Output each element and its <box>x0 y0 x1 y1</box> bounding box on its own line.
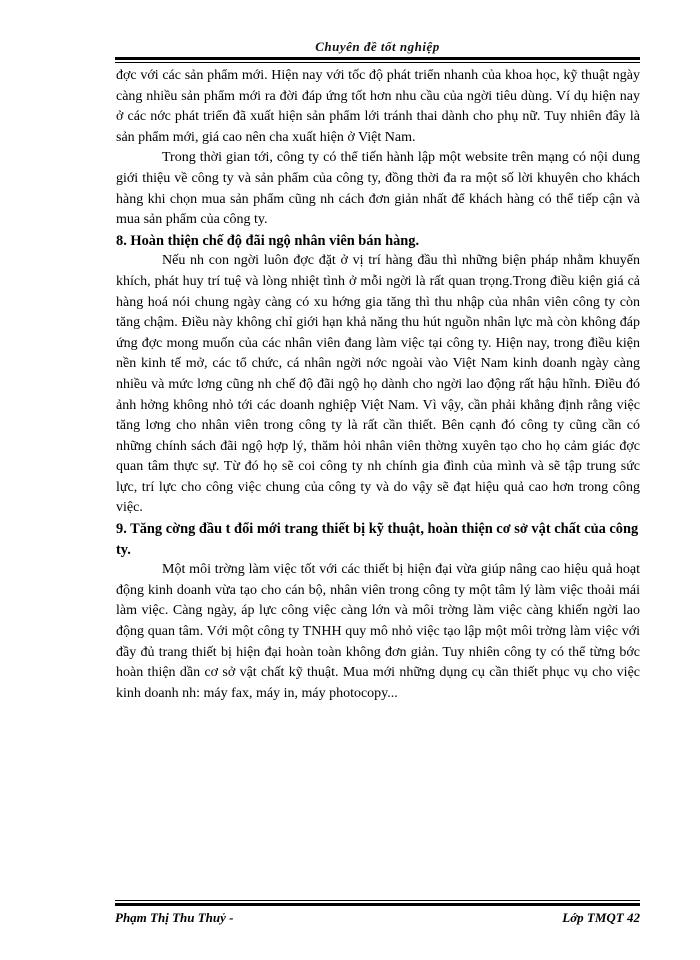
header-rule-thick <box>115 57 640 60</box>
page-footer <box>115 910 640 928</box>
footer-rule-thick <box>115 903 640 906</box>
paragraph: đợc với các sản phẩm mới. Hiện nay với tốc độ phát triển nhanh của khoa học, kỹ thuật ngày càng nhiều sản phẩm mới ra đời đáp ứng tốt hơn nhu cầu của ngời tiêu dùng. Ví dụ hiện nay ở các nớc phát triển đã xuất hiện sản phẩm lới tránh thai dành cho phụ nữ. Tuy nhiên đây là sản phẩm mới, giá cao nên cha xuất hiện ở Việt Nam. <box>116 68 640 145</box>
footer-rule-thin <box>115 900 640 901</box>
footer-author: Phạm Thị Thu Thuỷ - <box>115 910 234 925</box>
paragraph: Nếu nh con ngời luôn đợc đặt ở vị trí hàng đầu thì những biện pháp nhằm khuyến khích, phát huy trí tuệ và lòng nhiệt tình ở mỗi ngời là rất quan trọng.Trong điều kiện giá cả hàng hoá nói chung ngày càng có xu hớng gia tăng thì thu nhập của nhân viên công ty còn tăng chậm. Điều này không chỉ giới hạn khả năng thu hút nguồn nhân lực mà còn không đáp ứng đợc mong muốn của các nhân viên đang làm việc tại công ty. Hiện nay, trong điều kiện nền kinh tế mở, các tổ chức, cá nhân ngời nớc ngoài vào Việt Nam kinh doanh ngày càng nhiều và mức lơng cũng nh chế độ đãi ngộ họ dành cho ngời lao động rất hậu hĩnh. Điều đó ảnh hởng không nhỏ tới các doanh nghiệp Việt Nam. Vì vậy, cần phải khẳng định rằng việc tăng lơng cho nhân viên trong công ty là rất cần thiết. Bên cạnh đó công ty cũng cần có những chính sách đãi ngộ hợp lý, thăm hỏi nhân viên thờng xuyên tạo cho họ cảm giác đợc quan tâm thực sự. Từ đó họ sẽ coi công ty nh chính gia đình của mình và sẽ tập trung sức lực, trí lực cho công việc chung của công ty và do vậy sẽ đạt hiệu quả cao hơn trong công việc. <box>116 253 640 516</box>
paragraph: Trong thời gian tới, công ty có thể tiến hành lập một website trên mạng có nội dung giới thiệu về công ty và sản phẩm của công ty, đồng thời đa ra một số lời khuyên cho khách hàng khi chọn mua sản phẩm cũng nh cách đơn giản nhất để khách hàng có thể tiếp cận và mua sản phẩm của công ty. <box>116 150 640 228</box>
header-title: Chuyên đề tốt nghiệp <box>315 39 440 54</box>
footer-class: Lớp TMQT 42 <box>562 910 640 925</box>
paragraph: Một môi trờng làm việc tốt với các thiết bị hiện đại vừa giúp nâng cao hiệu quả hoạt động kinh doanh vừa tạo cho cán bộ, nhân viên trong công ty một tâm lý làm việc thoải mái làm việc. Càng ngày, áp lực công việc càng lớn và môi trờng làm việc càng khiến ngời lao động quan tâm. Với một công ty TNHH quy mô nhỏ việc tạo lập một môi trờng làm việc với đầy đủ trang thiết bị hiện đại hoàn toàn không đơn giản. Tuy nhiên công ty có thể từng bớc hoàn thiện dần cơ sở vật chất kỹ thuật. Mua mới những dụng cụ cần thiết phục vụ cho việc kinh doanh nh: máy fax, máy in, máy photocopy... <box>116 562 640 701</box>
section-heading: 9. Tăng cờng đầu t đổi mới trang thiết bị kỹ thuật, hoàn thiện cơ sở vật chất của công ty. <box>116 521 639 558</box>
section-heading: 8. Hoàn thiện chế độ đãi ngộ nhân viên bán hàng. <box>116 232 420 249</box>
document-body <box>116 66 640 704</box>
header-rule-thin <box>115 62 640 63</box>
